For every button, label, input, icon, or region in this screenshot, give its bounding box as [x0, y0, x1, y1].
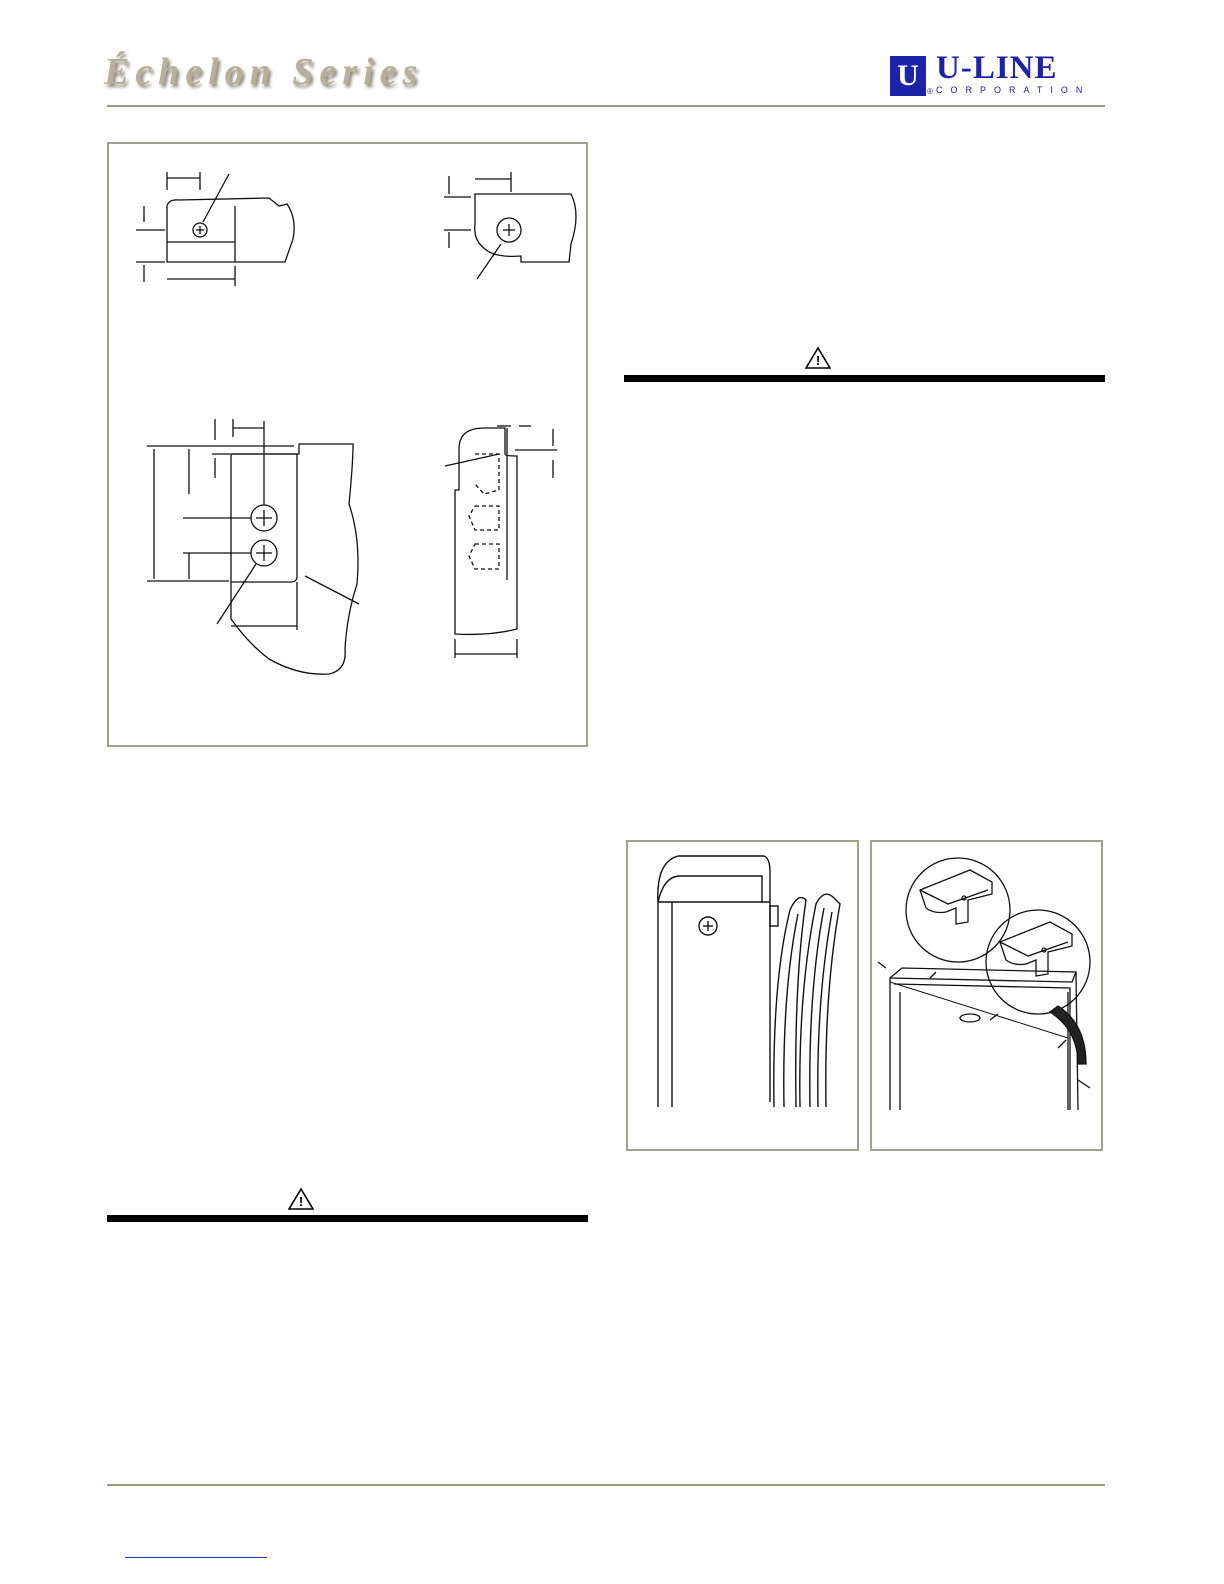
warning-mark: !: [298, 1194, 304, 1209]
warning-rule: [107, 1215, 588, 1222]
warning-triangle-icon: [805, 346, 831, 370]
door-gasket-drawing: [628, 842, 857, 1149]
warning-rule: [624, 375, 1105, 382]
warning-triangle-icon: [288, 1187, 314, 1211]
hinge-dimension-figure: [107, 142, 588, 747]
upper-left-bracket: [136, 172, 294, 286]
door-gasket-figure: [626, 840, 859, 1151]
series-title: Échelon Series: [104, 51, 424, 93]
door-trim-figure: [870, 840, 1103, 1151]
u-line-logo: [890, 50, 1106, 100]
door-trim-drawing: [872, 842, 1101, 1149]
hinge-dimension-drawing: [109, 144, 586, 745]
upper-right-bracket: [444, 172, 576, 279]
warning-mark: !: [815, 353, 821, 368]
footer-link-underline[interactable]: [125, 1557, 267, 1558]
logo-corporation: CORPORATION: [936, 85, 1091, 95]
logo-registered-mark: ®: [927, 87, 933, 96]
header-rule: [107, 105, 1105, 107]
lower-left-hinge-plate: [147, 419, 359, 674]
logo-mark: U: [890, 56, 926, 96]
logo-name: U-LINE: [936, 50, 1058, 86]
footer-rule: [107, 1484, 1105, 1486]
lower-right-side-view: [445, 426, 557, 658]
